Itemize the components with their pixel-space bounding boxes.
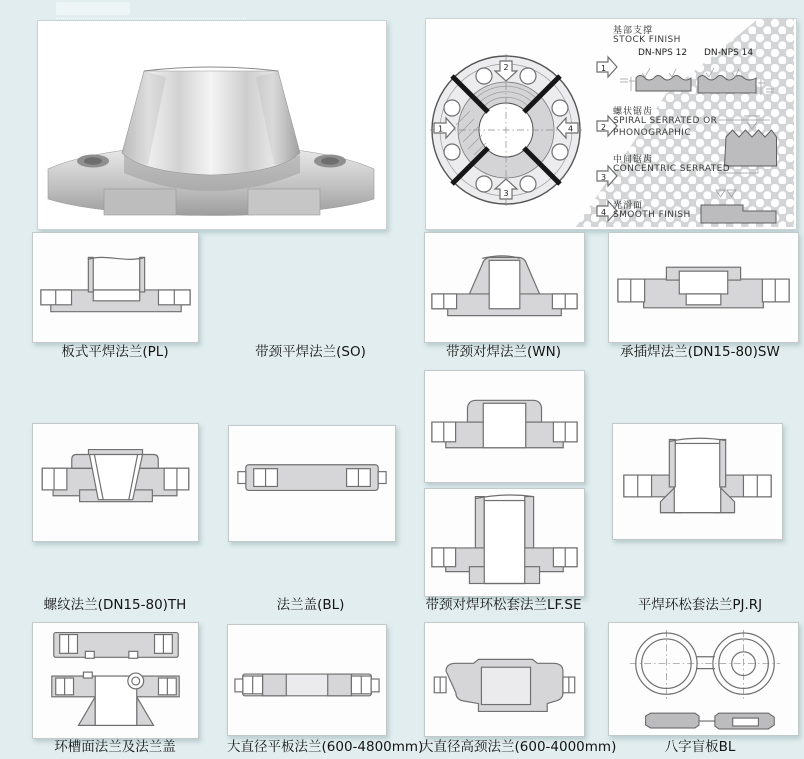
watermark-text-block bbox=[56, 2, 130, 15]
thumb-large-flat-flange[interactable] bbox=[227, 624, 387, 736]
finish-item-2-num: 2 bbox=[601, 123, 607, 132]
caption-blind-flange: 法兰盖(BL) bbox=[276, 597, 345, 613]
thumb-weld-neck-flange[interactable] bbox=[424, 232, 585, 343]
finish-item-3-num: 3 bbox=[601, 173, 607, 182]
sector-1-number: 1 bbox=[438, 124, 444, 134]
caption-plate-flange: 板式平焊法兰(PL) bbox=[61, 344, 169, 360]
finish-item-2-en: SPIRAL SERRATED OR bbox=[613, 116, 718, 126]
finish-item-4-en: SMOOTH FINISH bbox=[613, 210, 691, 220]
thumb-blind-flange[interactable] bbox=[228, 425, 396, 542]
thumb-hub-flange[interactable] bbox=[424, 370, 585, 483]
flange-photo-panel bbox=[37, 20, 387, 230]
ring-groove-flange-diagram bbox=[34, 624, 197, 737]
socket-weld-flange-diagram bbox=[610, 234, 797, 341]
thumb-wn-lap-joint-flange[interactable] bbox=[424, 488, 585, 597]
wn-lap-joint-flange-diagram bbox=[426, 490, 583, 595]
watermark-dotted-line bbox=[56, 18, 246, 19]
threaded-flange-diagram bbox=[34, 425, 197, 540]
sector-2-number: 2 bbox=[503, 63, 509, 72]
watermark bbox=[56, 2, 256, 19]
caption-lap-joint-flange: 平焊环松套法兰PJ.RJ bbox=[637, 597, 763, 613]
sector-4-number: 4 bbox=[568, 124, 574, 134]
caption-slip-on-flange: 带颈平焊法兰(SO) bbox=[255, 344, 366, 360]
thumb-ring-groove-flange[interactable] bbox=[32, 622, 199, 739]
caption-large-neck-flange: 大直径高颈法兰(600-4000mm) bbox=[420, 739, 617, 755]
large-neck-flange-diagram bbox=[426, 624, 583, 735]
finish-item-1-en: STOCK FINISH bbox=[613, 35, 681, 45]
caption-ring-groove-flange: 环槽面法兰及法兰盖 bbox=[54, 739, 176, 755]
caption-weld-neck-flange: 带颈对焊法兰(WN) bbox=[446, 344, 561, 360]
plate-flange-diagram bbox=[34, 234, 197, 341]
thumb-plate-flange[interactable] bbox=[32, 232, 199, 343]
thumb-figure8-blind[interactable] bbox=[608, 622, 799, 736]
large-flat-flange-diagram bbox=[229, 626, 385, 734]
sector-3-number: 3 bbox=[503, 189, 509, 198]
thumb-socket-weld-flange[interactable] bbox=[608, 232, 799, 343]
thumb-lap-joint-flange[interactable] bbox=[612, 423, 783, 540]
caption-wn-lap-joint-flange: 带颈对焊环松套法兰LF.SE bbox=[425, 597, 582, 613]
caption-figure8-blind: 八字盲板BL bbox=[664, 739, 736, 755]
hub-flange-diagram bbox=[426, 372, 583, 481]
dn-nps-12-label: DN-NPS 12 bbox=[638, 48, 688, 58]
surface-finish-diagram bbox=[426, 19, 794, 227]
finish-item-2-en2: PHONOGRAPHIC bbox=[613, 128, 692, 138]
finish-item-2-zh: 螺状锯齿 bbox=[613, 107, 654, 117]
caption-threaded-flange: 螺纹法兰(DN15-80)TH bbox=[43, 597, 187, 613]
flange-face-drawing bbox=[430, 54, 582, 206]
lap-joint-flange-diagram bbox=[614, 425, 781, 538]
finish-item-4-num: 4 bbox=[601, 208, 607, 217]
surface-finish-panel bbox=[425, 18, 797, 230]
figure8-blind-diagram bbox=[610, 624, 797, 734]
thumb-threaded-flange[interactable] bbox=[32, 423, 199, 542]
finish-item-3-en: CONCENTRIC SERRATED bbox=[613, 164, 731, 174]
finish-item-1-num: 1 bbox=[601, 64, 607, 73]
blind-flange-diagram bbox=[230, 427, 394, 540]
weld-neck-flange-diagram bbox=[426, 234, 583, 341]
finish-item-1-zh: 基部支撑 bbox=[613, 26, 654, 36]
thumb-large-neck-flange[interactable] bbox=[424, 622, 585, 737]
dn-nps-14-label: DN-NPS 14 bbox=[704, 48, 754, 58]
flange-photo-illustration bbox=[38, 21, 384, 227]
finish-item-3-zh: 中间锯齿 bbox=[613, 155, 654, 165]
finish-item-4-zh: 光滑面 bbox=[613, 201, 644, 211]
caption-socket-weld-flange: 承插焊法兰(DN15-80)SW bbox=[620, 344, 780, 360]
caption-large-flat-flange: 大直径平板法兰(600-4800mm) bbox=[227, 739, 424, 755]
